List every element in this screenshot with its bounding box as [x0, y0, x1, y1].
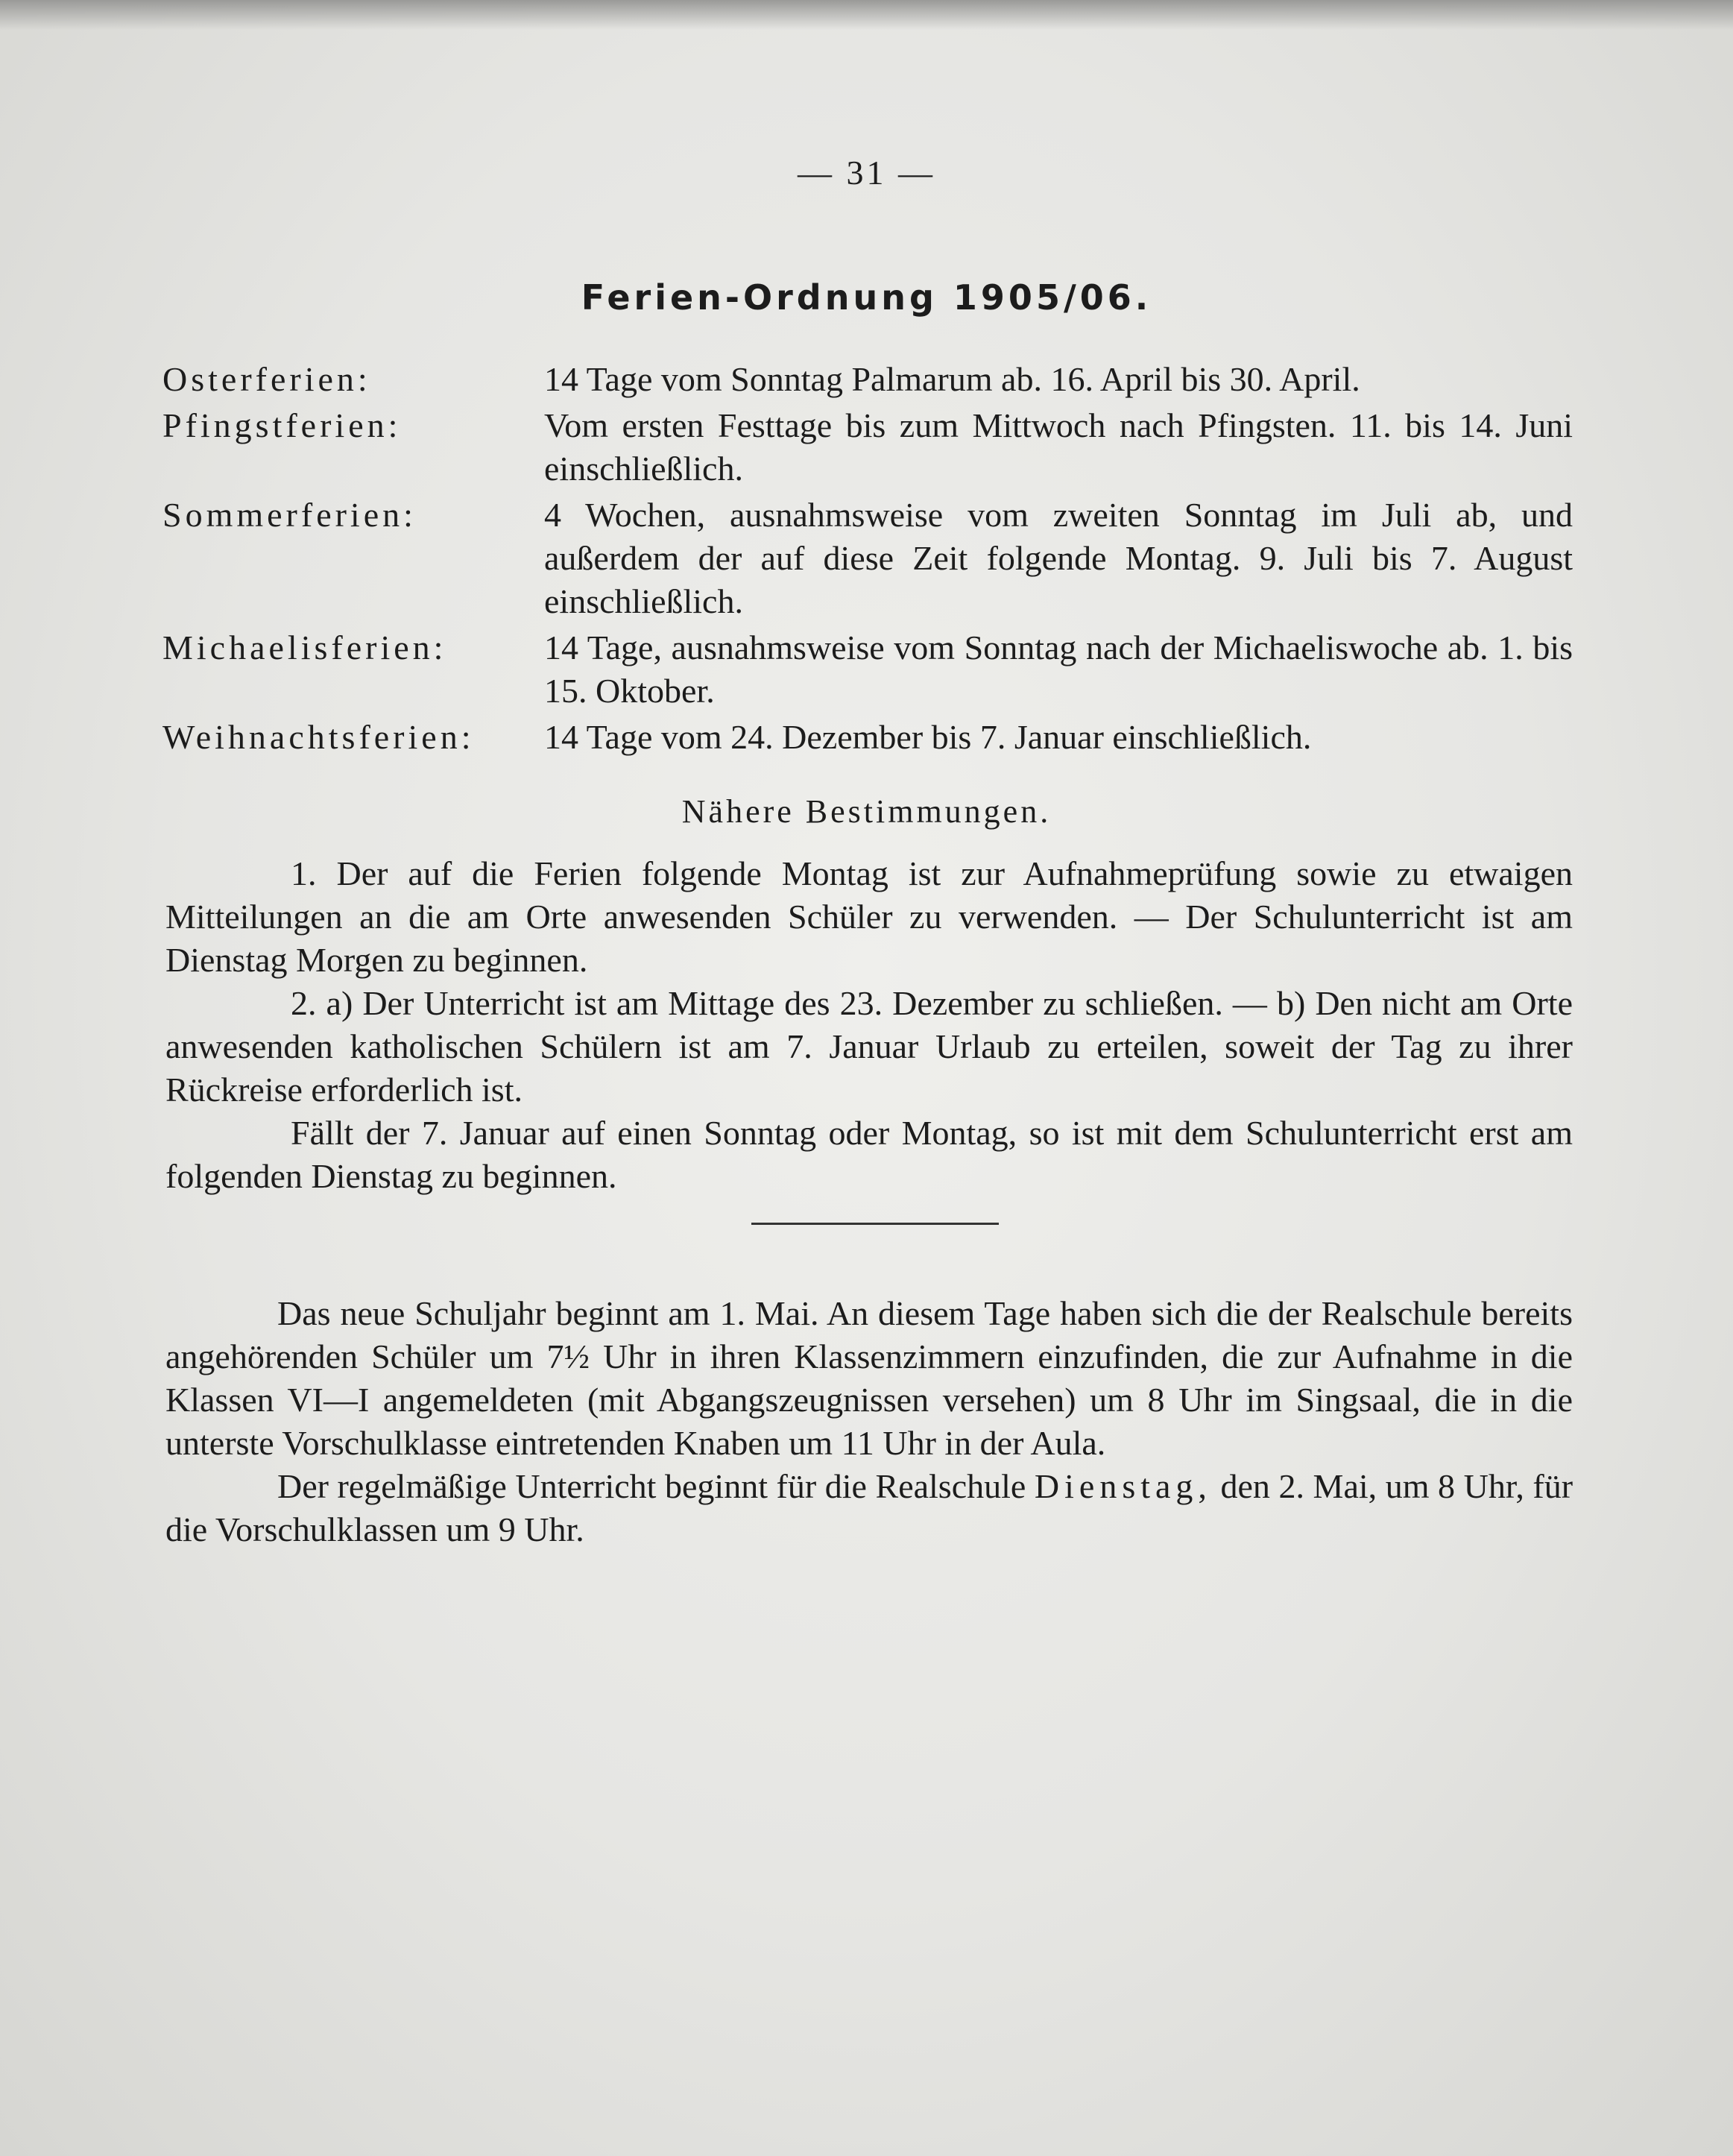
- page-number: — 31 —: [798, 154, 935, 192]
- details-paragraph-3: Fällt der 7. Januar auf einen Sonntag oder Montag, so ist mit dem Schulunterricht erst am folgenden Dienstag zu beginnen.: [165, 1114, 1573, 1195]
- vacation-text: 4 Wochen, ausnahmsweise vom zweiten Sonntag im Juli ab, und außerdem der auf diese Zeit folgende Montag. 9. Juli bis 7. August einschließlich.: [544, 496, 1573, 620]
- details-heading: Nähere Bestimmungen.: [681, 793, 1052, 830]
- lessons-start-rest: den 2. Mai, um 8 Uhr, für die Vorschulklassen um 9 Uhr.: [165, 1467, 1573, 1548]
- lessons-start-text: Der regelmäßige Unterricht beginnt für die Realschule: [277, 1467, 1026, 1505]
- vacation-label: Michaelisferien:: [162, 628, 447, 666]
- school-year-section: [165, 1292, 1573, 1551]
- section-divider: [751, 1223, 999, 1225]
- vacation-list: [162, 358, 1573, 762]
- vacation-text: 14 Tage, ausnahmsweise vom Sonntag nach der Michaeliswoche ab. 1. bis 15. Oktober.: [544, 628, 1573, 710]
- vacation-text: 14 Tage vom 24. Dezember bis 7. Januar einschließlich.: [544, 718, 1312, 756]
- details-paragraph-1: 1. Der auf die Ferien folgende Montag ist zur Aufnahmeprüfung sowie zu etwaigen Mitteilungen an die am Orte anwesenden Schüler zu verwenden. — Der Schulunterricht ist am Dienstag Morgen zu beginnen.: [165, 854, 1573, 979]
- vacation-row-michaelmas: [162, 626, 1573, 713]
- vacation-row-easter: [162, 358, 1573, 401]
- vacation-row-christmas: [162, 716, 1573, 759]
- details-paragraph-2: 2. a) Der Unterricht ist am Mittage des 23. Dezember zu schließen. — b) Den nicht am Orte anwesenden katholischen Schülern ist am 7. Januar Urlaub zu erteilen, soweit der Tag zu ihrer Rückreise erforderlich ist.: [165, 984, 1573, 1109]
- lessons-start-day: Dienstag,: [1034, 1467, 1212, 1505]
- vacation-text: Vom ersten Festtage bis zum Mittwoch nach Pfingsten. 11. bis 14. Juni einschließlich.: [544, 406, 1573, 488]
- scan-shadow: [0, 0, 1733, 30]
- vacation-text: 14 Tage vom Sonntag Palmarum ab. 16. April bis 30. April.: [544, 360, 1360, 398]
- details-section: [165, 852, 1573, 1198]
- vacation-label: Pfingstferien:: [162, 406, 402, 444]
- lessons-start-paragraph: [165, 1465, 1573, 1551]
- vacation-label: Sommerferien:: [162, 496, 417, 534]
- vacation-label: Weihnachtsferien:: [162, 718, 475, 756]
- vacation-label: Osterferien:: [162, 360, 371, 398]
- school-year-paragraph: Das neue Schuljahr beginnt am 1. Mai. An diesem Tage haben sich die der Realschule bereits angehörenden Schüler um 7½ Uhr in ihren Klassenzimmern einzufinden, die zur Aufnahme in die Klassen VI—I angemeldeten (mit Abgangszeugnissen versehen) um 8 Uhr im Singsaal, die in die unterste Vorschulklasse eintretenden Knaben um 11 Uhr in der Aula.: [165, 1294, 1573, 1462]
- page-title: Ferien-Ordnung 1905/06.: [581, 277, 1152, 318]
- vacation-row-pentecost: [162, 404, 1573, 491]
- vacation-row-summer: [162, 494, 1573, 623]
